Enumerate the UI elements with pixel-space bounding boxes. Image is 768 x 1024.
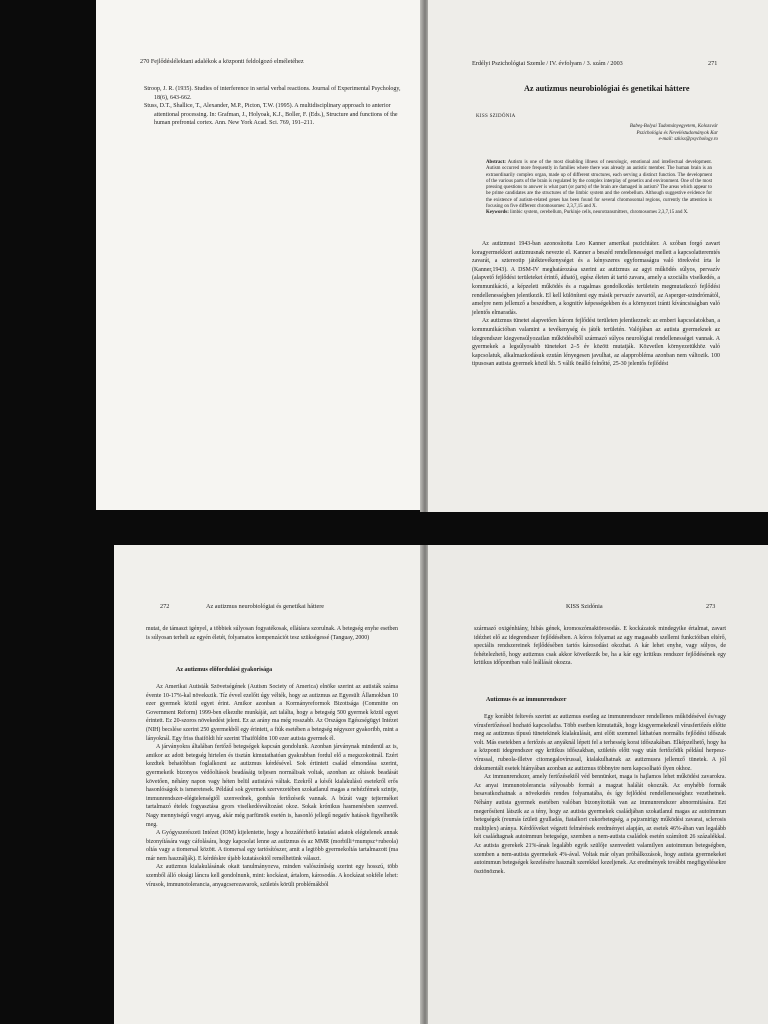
paragraph: Az autizmust 1943-ban azonosította Leo Kanner amerikai pszichiáter. A szóban forgó zavart koragyermekkori autizmusnak nevezte el. Kanner a beszéd rendellenességei mellett a kapcsolatteremtés zavarát, a sztereotip játéktevékenységet és a kényszeres egyformaságra való törekvést írta le (Kanner,1943). A DSM-IV meghatározása szerint az autizmus az agyi működés súlyos, pervazív (alapvető fejlődési területeket érintő, átható), egész életen át tartó zavara, amely a szociális viselkedés, a kommunikáció, a képzeleti működés és a rugalmas gondolkodás területein megmutatkozó fejlődési rendellenességben jelentkezik. El kell különíteni egy másik pervazív zavartól, az Asperger-szindrómától, amelyre nem jellemző a beszédben, a kognitív képességekben és a környezet iránti kíváncsiságban való jelentős elmaradás. — [472, 241, 720, 316]
abstract — [486, 160, 712, 217]
body-text — [472, 240, 720, 369]
page-271 — [428, 0, 768, 512]
page-270 — [96, 0, 422, 510]
paragraph: A járványokra általában fertőző betegségek kapcsán gondolunk. Azonban járványnak mindenül az is, amikor az adott betegség hirtelen és tisztán kimutathatóan gyakrabban fordul elő a megszokottnál. Ezért kezdtek behatóbban foglalkozni az autizmus kérdésével. Sok értintett család elmondása szerint, gyermekeik bizonyos védőoltások beadásáig teljesen normálisak voltak, azonban az oltások beadását követően, néhány napon vagy héten belül autistává váltak. Ezekről a késői kialakulású esetekről erős hasonlóságok is ismeretesek. Például sok gyermek szervezetében szokatlanul magas a nehézfémek szintje, immunrendszer-elégtelenségtől szenvednek, gombás fertőzéseik vannak. A búzát vagy tejterméket tartalmazó ételek fogyasztása gyors viselkedésváltozást okoz. Sokak krónikus hasmenésben szenved. Nagy mennyiségű vegyi anyag, akár még parfümök esetén is, hasonló jellegű negatív hatások figyelhetők meg. — [146, 744, 398, 828]
body-text-top — [146, 625, 398, 642]
article-title: Az autizmus neurobiológiai és genetikai háttere — [524, 84, 690, 93]
body-text — [474, 713, 726, 876]
running-header: Az autizmus neurobiológiai és genetikai háttere — [206, 603, 325, 610]
paragraph: Az Amerikai Autisták Szövetségének (Autism Society of America) elnöke szerint az autisták száma évente 10-17%-kal növekszik. Tíz évvel ezelőtt úgy vélték, hogy az autizmus az Egyesült Államokban 10 ezer gyermek közül egyet érint. Amikor azonban a Kormányreformok Bizottsága (Committe on Government Reform) 1999-ben elkezdte munkáját, azt találta, hogy a betegség 500 gyermek közül egyet érintett. Ez 20-szoros növekedést jelent. Ez az arány ma még rosszabb. Az Országos Egészségügyi Intézet (NIH) becslése szerint 250 gyermekből egy érintett, a fiúk esetében a betegség négyszer gyakoribb, mint a lányoknál. Egy friss thaiföldi hír szerint Thaiföldön 100 ezer autista gyermek él. — [146, 684, 398, 742]
journal-header: Erdélyi Pszichológiai Szemle / IV. évfolyam / 3. szám / 2003 — [472, 60, 623, 67]
page-272 — [114, 545, 420, 1024]
author-name: KISS SZIDÓNIA — [476, 114, 516, 119]
body-text-top — [474, 625, 726, 668]
paragraph: Egy korábbi feltevés szerint az autizmus esetleg az immunrendszer rendellenes működésével és/vagy vírusfertőzéssel hozható kapcsolatba. Több esetben kimutatták, hogy kisgyermekeknél vírusfertőzés előtte meg az autizmus típusú tünetekinek kialakulását, ami előtt szemmel láthatóan normális fejlődési időszak volt. Más esetekben a fertőzés az anyáknál lépett fel a terhesség korai időszakában. Elképzelhető, hogy ha a központi idegrendszer egy kritikus időszakban, születés előtt vagy után fertőződik például herpesz-vírussal, rubeola-illetve citomegalovírussal, kialakulhatnak az autizmusra jellemző tünetek. A jól dokumentált esetek hiányában azonban az autizmus többnyire nem kapcsolható ilyen okhoz. — [474, 714, 726, 772]
section-heading: Az autizmus előfordulási gyakorisága — [176, 667, 273, 673]
affiliation-line: Pszichológia és Neveléstudományok Kar — [636, 130, 718, 136]
abstract-label: Abstract: — [486, 160, 506, 165]
author-affiliation — [578, 124, 718, 144]
paragraph: Az autizmus tünetei alapvetően három fejlődési területen jelentkeznek: az emberi kapcsolatokban, a kommunikációban valamint a tevékenység és játék területén. Valójában az autista gyermeknek az idegrendszer kiegyensúlyozatlan működéséből származó súlyos neurológiai rendellenességei vannak. A gyermekek a legsúlyosabb tüneteket 2–5 év között mutatják. Közvetlen környezetükhöz való kapcsolatuk, alkalmazkodásuk ezután lényegesen javulhat, az alapprobléma azonban nem változik. 100 tipusosan autista gyermek közül kb. 5 válik önálló felnőtté, 25-30 jelentős fejlődést — [472, 318, 720, 368]
paragraph: származó oxigénhiány, hibás gének, kromoszómaktörosodás. E kockázatok mindegyike értalmat, zavart idézhet elő az idegrendszer fejlődésében. A kóros folyamat az agy magasabb szellemi funkcióiban eltérő, speciális rendszereinek fejlődésében tartós károsodást okozhat. A kár lehet enyhe, vagy súlyos, de fehételezhető, hogy autizmus csak akkor következik be, ha a kár egy kritikus rendszer fejlődésének egy kritikus időpontban való leállását okozza. — [474, 626, 726, 667]
page-number: 272 — [160, 603, 170, 610]
paragraph: A Gyógyszerészeti Intézet (IOM) kijelentette, hogy a hozzáférhető kutatási adatok elégtelenek annak bizonyítására vagy cáfolására, hogy kapcsolat lenne az autizmus és az MMR (morbilli+mumpsz+rubeola) oltás vagy a tiomersal között. A tiomersal egy tartósítószer, amit a legtöbb gyermekoltás tartalmazott (ma már nem használják). E kérdéskre újabb kutatásoktól remélhetünk választ. — [146, 830, 398, 862]
running-header: 270 Fejlődéslélektani adalékok a központi feldolgozó elméletéhez — [140, 58, 304, 65]
reference-item: Stroop, J. R. (1935). Studies of interference in serial verbal reactions. Journal of Experimental Psychology, 18(6), 643-662. — [144, 86, 401, 101]
keywords-label: Keywords: — [486, 210, 509, 216]
paragraph: mutat, de támaszt igényel, a többiek súlyosan fogyatékosak, ellátásra szorulnak. A betegség enyhe esetben is súlyosan terheli az egyén életét, folyamatos kompenzációt tesz szükségessé (Tanguay, 2000) — [146, 626, 398, 641]
running-header: KISS Szidónia — [566, 603, 603, 610]
paragraph: Az autizmus kialakulásának okait tanulmányozva, minden valószínűség szerint egy hosszú, több szemből álló oksági láncra kell gondolnunk, mint: kockázat, ártalom, károsodás. A kockázat sokféle lehet: vírusok, immunotolerancia, anyagcserezavarok, születés körüli problémákból — [146, 864, 398, 888]
reference-item: Stuss, D.T., Shallice, T., Alexander, M.P., Picton, T.W. (1995). A multidisciplinary approach to anterior attentional processing. In: Grafman, J., Holyoak, K.J., Boller, F. (Eds.), Structure and functions of the human prefrontal cortex. Ann. New York Acad. Sci. 769, 191–211. — [144, 103, 398, 126]
page-number: 271 — [708, 60, 718, 67]
page-273 — [428, 545, 768, 1024]
section-heading: Autizmus és az immunrendszer — [486, 697, 567, 703]
reference-list — [144, 85, 402, 128]
affiliation-line: e-mail: szkiss@psychology.ro — [658, 137, 718, 143]
affiliation-line: Babeş-Bolyai Tudományegyetem, Kolozsvár — [629, 124, 718, 129]
abstract-text: Autism is one of the most disabling illness of neurologic, emotional and intellectual development. Autism occurred more frequently in families where there was already an autistic member. The human brain is an extraordinarily complex organ, made up of different structures, each serving a distinct function. The development of the various parts of the brain is regulated by the complex interplay of genetics and environment. One of the most pressing questions to answer is what part (or parts) of the brain are damaged in autism? The areas which appear to be prime candidates are the structures of the limbic system and the cerebellum. Although suggestive evidence for the existence of autism-related genes has been found for several chromosomal regions, currently the attention is focusing on five different chromosomes: 2,3,7,15 and X. — [486, 160, 712, 210]
keywords-text: limbic system, cerebellum, Purkinje cells, neurotransmitters, chromosomes 2,3,7,15 and X. — [510, 210, 689, 216]
paragraph: Az immunrendszer, amely fertőzésektől véd bennünket, maga is hajlamos lehet működési zavarokra. Az anyai immunotolerancia súlyosabb formái a magzat halálát okozzák. Az enyhébb formák besavatkozhatnak a növekedés rendes folyamatába, és így fejlődési rendellenességhez vezethetnek. Néhány autista gyermek esetében valóban bizonyították van az immunrendszer abnormitására. Ezt megerősíteni látszik az a tény, hogy az autista gyermekek családjában szokatlanul magas az autoimmun betegségek (reumás ízületi gyulladás, fiatalkori cukorbetegség, a pajzsmirigy működési zavarai, sclerosis multiplex) aránya. Kérdőíveket végzett felmérések eredményei alapján, az esetek 46%-ában van legalább két családtagnak autoimmun betegsége, szemben a nem-autista családok esetén számított 26 százalékkal. Az autista gyerekek 21%-ának legalább egyik szülője szenvedett valamilyen autoimmun betegségben, szemben a nem-autista gyermekek 4%-ával. Voltak már olyan próbálkozások, hogy autista gyermekeket autoimmun betegségek kezelésére használt szerekkel kezeljenek. Az eredmények további megfigyelésekre ösztönöznek. — [474, 774, 726, 875]
page-number: 273 — [706, 603, 716, 610]
body-text — [146, 683, 398, 889]
